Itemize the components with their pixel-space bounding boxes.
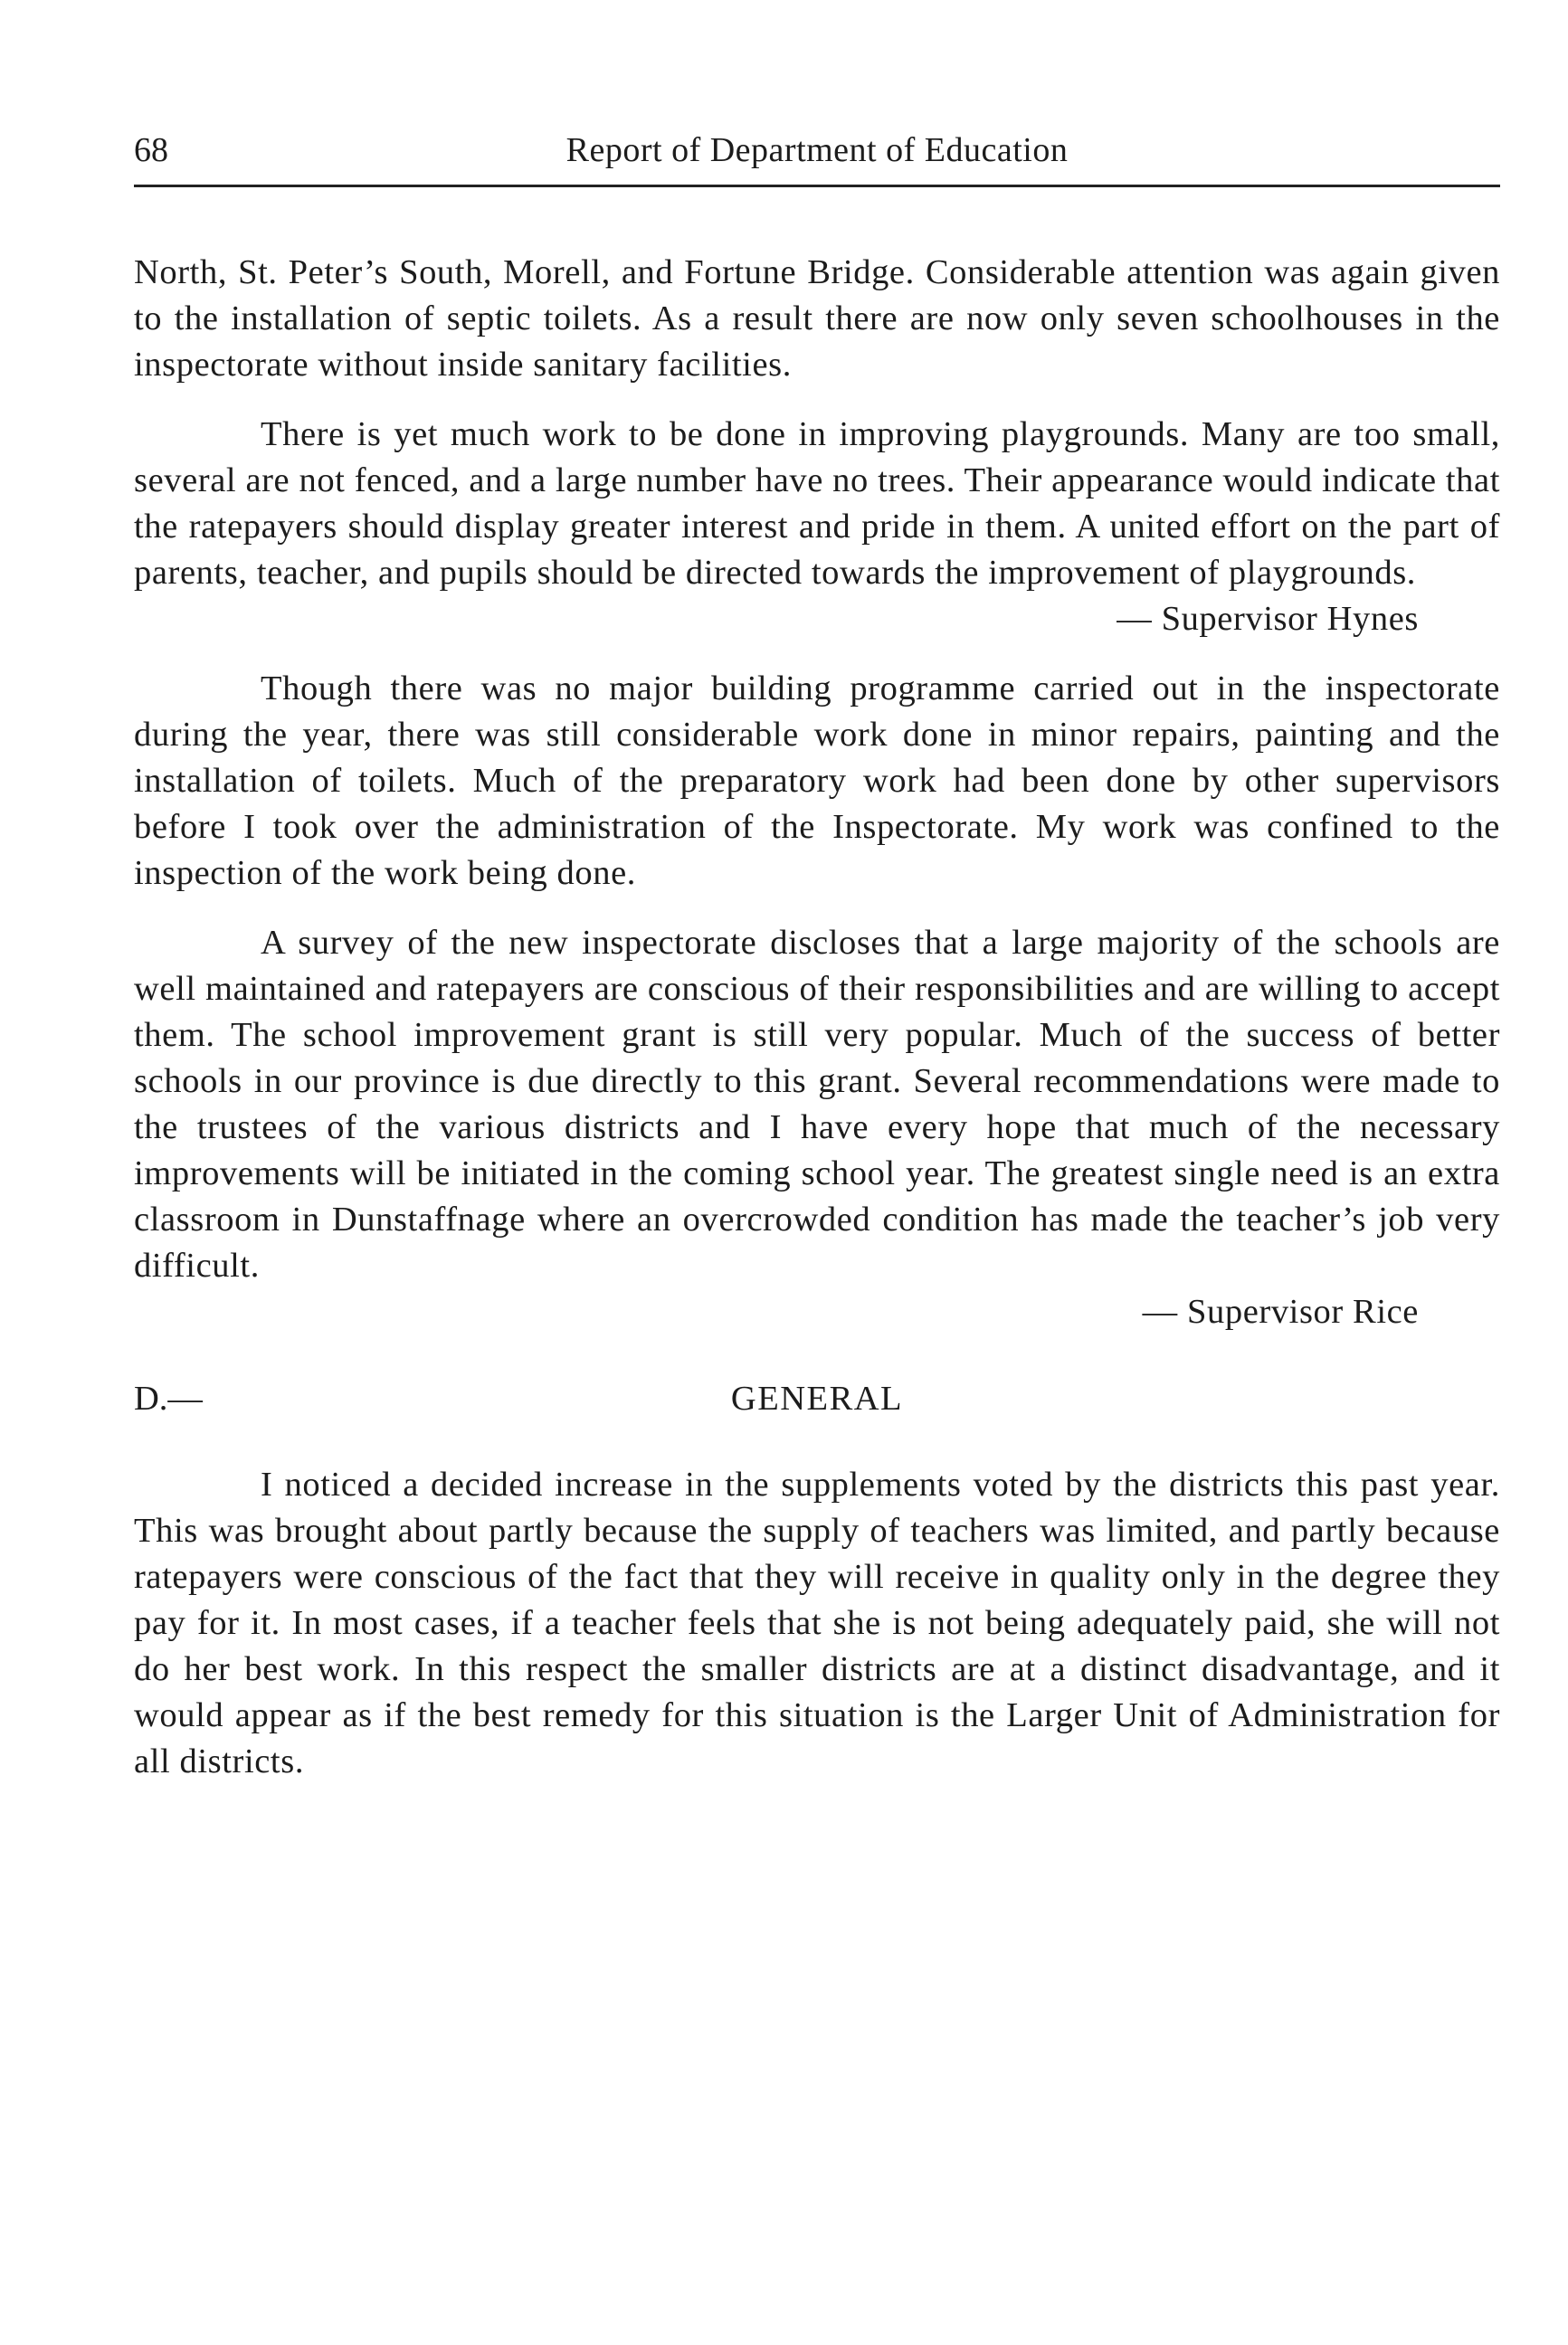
- paragraph-3: Though there was no major building programme carried out in the inspectorate during the year, there was still considerable work done in minor repairs, painting and the installation of toilets. Much of the preparatory work had been done by other supervisors before I took over the administration of the Inspectorate. My work was confined to the inspection of the work being done.: [134, 669, 1500, 892]
- spacer: [134, 642, 1500, 666]
- spacer: [134, 1426, 1500, 1462]
- section-letter: D.—: [134, 1380, 203, 1418]
- section-heading: [134, 1372, 1500, 1426]
- paragraph-4: A survey of the new inspectorate discloses that a large majority of the schools are well maintained and ratepayers are conscious of their responsibilities and are willing to accept them. The school improvement grant is still very popular. Much of the success of better schools in our province is due directly to this grant. Several recommendations were made to the trustees of the various districts and I have every hope that much of the necessary improvements will be initiated in the coming school year. The greatest single need is an extra classroom in Dunstaffnage where an overcrowded condition has made the teacher’s job very difficult.: [134, 924, 1500, 1285]
- paragraph-5: I noticed a decided increase in the supplements voted by the districts this past year. This was brought about partly because the supply of teachers was limited, and partly because ratepayers were conscious of the fact that they will receive in quality only in the degree they pay for it. In most cases, if a teacher feels that she is not being adequately paid, she will not do her best work. In this respect the smaller districts are at a distinct disadvantage, and it would appear as if the best remedy for this situation is the Larger Unit of Administration for all districts.: [134, 1466, 1500, 1780]
- running-title: Report of Department of Education: [565, 131, 1069, 169]
- signature-rice: — Supervisor Rice: [1142, 1293, 1419, 1331]
- signature-hynes: — Supervisor Hynes: [1117, 600, 1419, 638]
- section-title: GENERAL: [730, 1380, 904, 1418]
- paragraph-1: North, St. Peter’s South, Morell, and Fortune Bridge. Considerable attention was again given to the installation of septic toilets. As a result there are now only seven schoolhouses in the inspectorate without inside sanitary facilities.: [134, 253, 1500, 384]
- page-header: [134, 125, 1500, 179]
- spacer: [134, 1335, 1500, 1372]
- paragraph-2: There is yet much work to be done in improving playgrounds. Many are too small, several are not fenced, and a large number have no trees. Their appearance would indicate that the ratepayers should display greater interest and pride in them. A united effort on the part of parents, teacher, and pupils should be directed towards the improvement of playgrounds.: [134, 415, 1500, 592]
- body-text: [134, 250, 1500, 1785]
- spacer: [134, 388, 1500, 412]
- header-rule: [134, 185, 1500, 187]
- page-number: 68: [134, 131, 168, 169]
- spacer: [134, 897, 1500, 920]
